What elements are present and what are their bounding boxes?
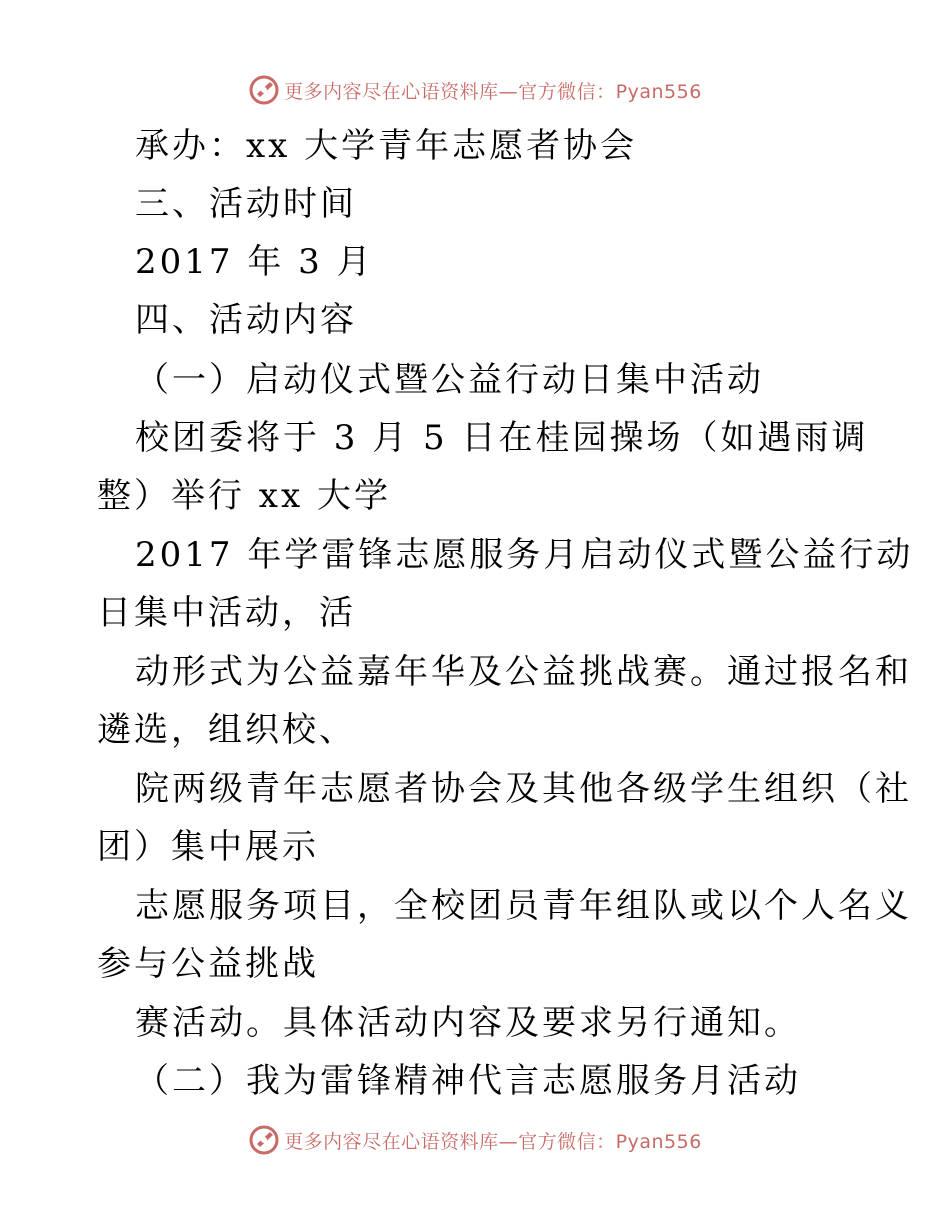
header-banner-text: 更多内容尽在心语资料库—官方微信：Pyan556 — [284, 80, 702, 103]
header-banner — [0, 70, 950, 110]
doc-line: 志愿服务项目，全校团员青年组队或以个人名义 — [135, 886, 912, 926]
doc-line: 四、活动内容 — [135, 300, 357, 340]
brand-logo-icon — [248, 1124, 280, 1156]
doc-line: 遴选，组织校、 — [97, 710, 356, 750]
doc-line: 团）集中展示 — [97, 827, 319, 867]
brand-logo-icon — [248, 74, 280, 106]
doc-line: 2017 年学雷锋志愿服务月启动仪式暨公益行动 — [135, 535, 914, 575]
footer-banner-text: 更多内容尽在心语资料库—官方微信：Pyan556 — [284, 1130, 702, 1153]
doc-line: 整）举行 xx 大学 — [97, 476, 391, 516]
doc-line: 动形式为公益嘉年华及公益挑战赛。通过报名和 — [135, 652, 912, 692]
doc-line: （二）我为雷锋精神代言志愿服务月活动 — [135, 1061, 801, 1101]
doc-line: 日集中活动，活 — [97, 593, 356, 633]
footer-banner — [0, 1120, 950, 1160]
doc-line: 2017 年 3 月 — [135, 242, 374, 282]
doc-line: 赛活动。具体活动内容及要求另行通知。 — [135, 1003, 801, 1043]
doc-line: （一）启动仪式暨公益行动日集中活动 — [135, 360, 764, 400]
doc-line: 三、活动时间 — [135, 184, 357, 224]
doc-line: 院两级青年志愿者协会及其他各级学生组织（社 — [135, 769, 912, 809]
doc-line: 参与公益挑战 — [97, 944, 319, 984]
doc-line: 承办：xx 大学青年志愿者协会 — [135, 126, 638, 166]
doc-line: 校团委将于 3 月 5 日在桂园操场（如遇雨调 — [135, 418, 869, 458]
